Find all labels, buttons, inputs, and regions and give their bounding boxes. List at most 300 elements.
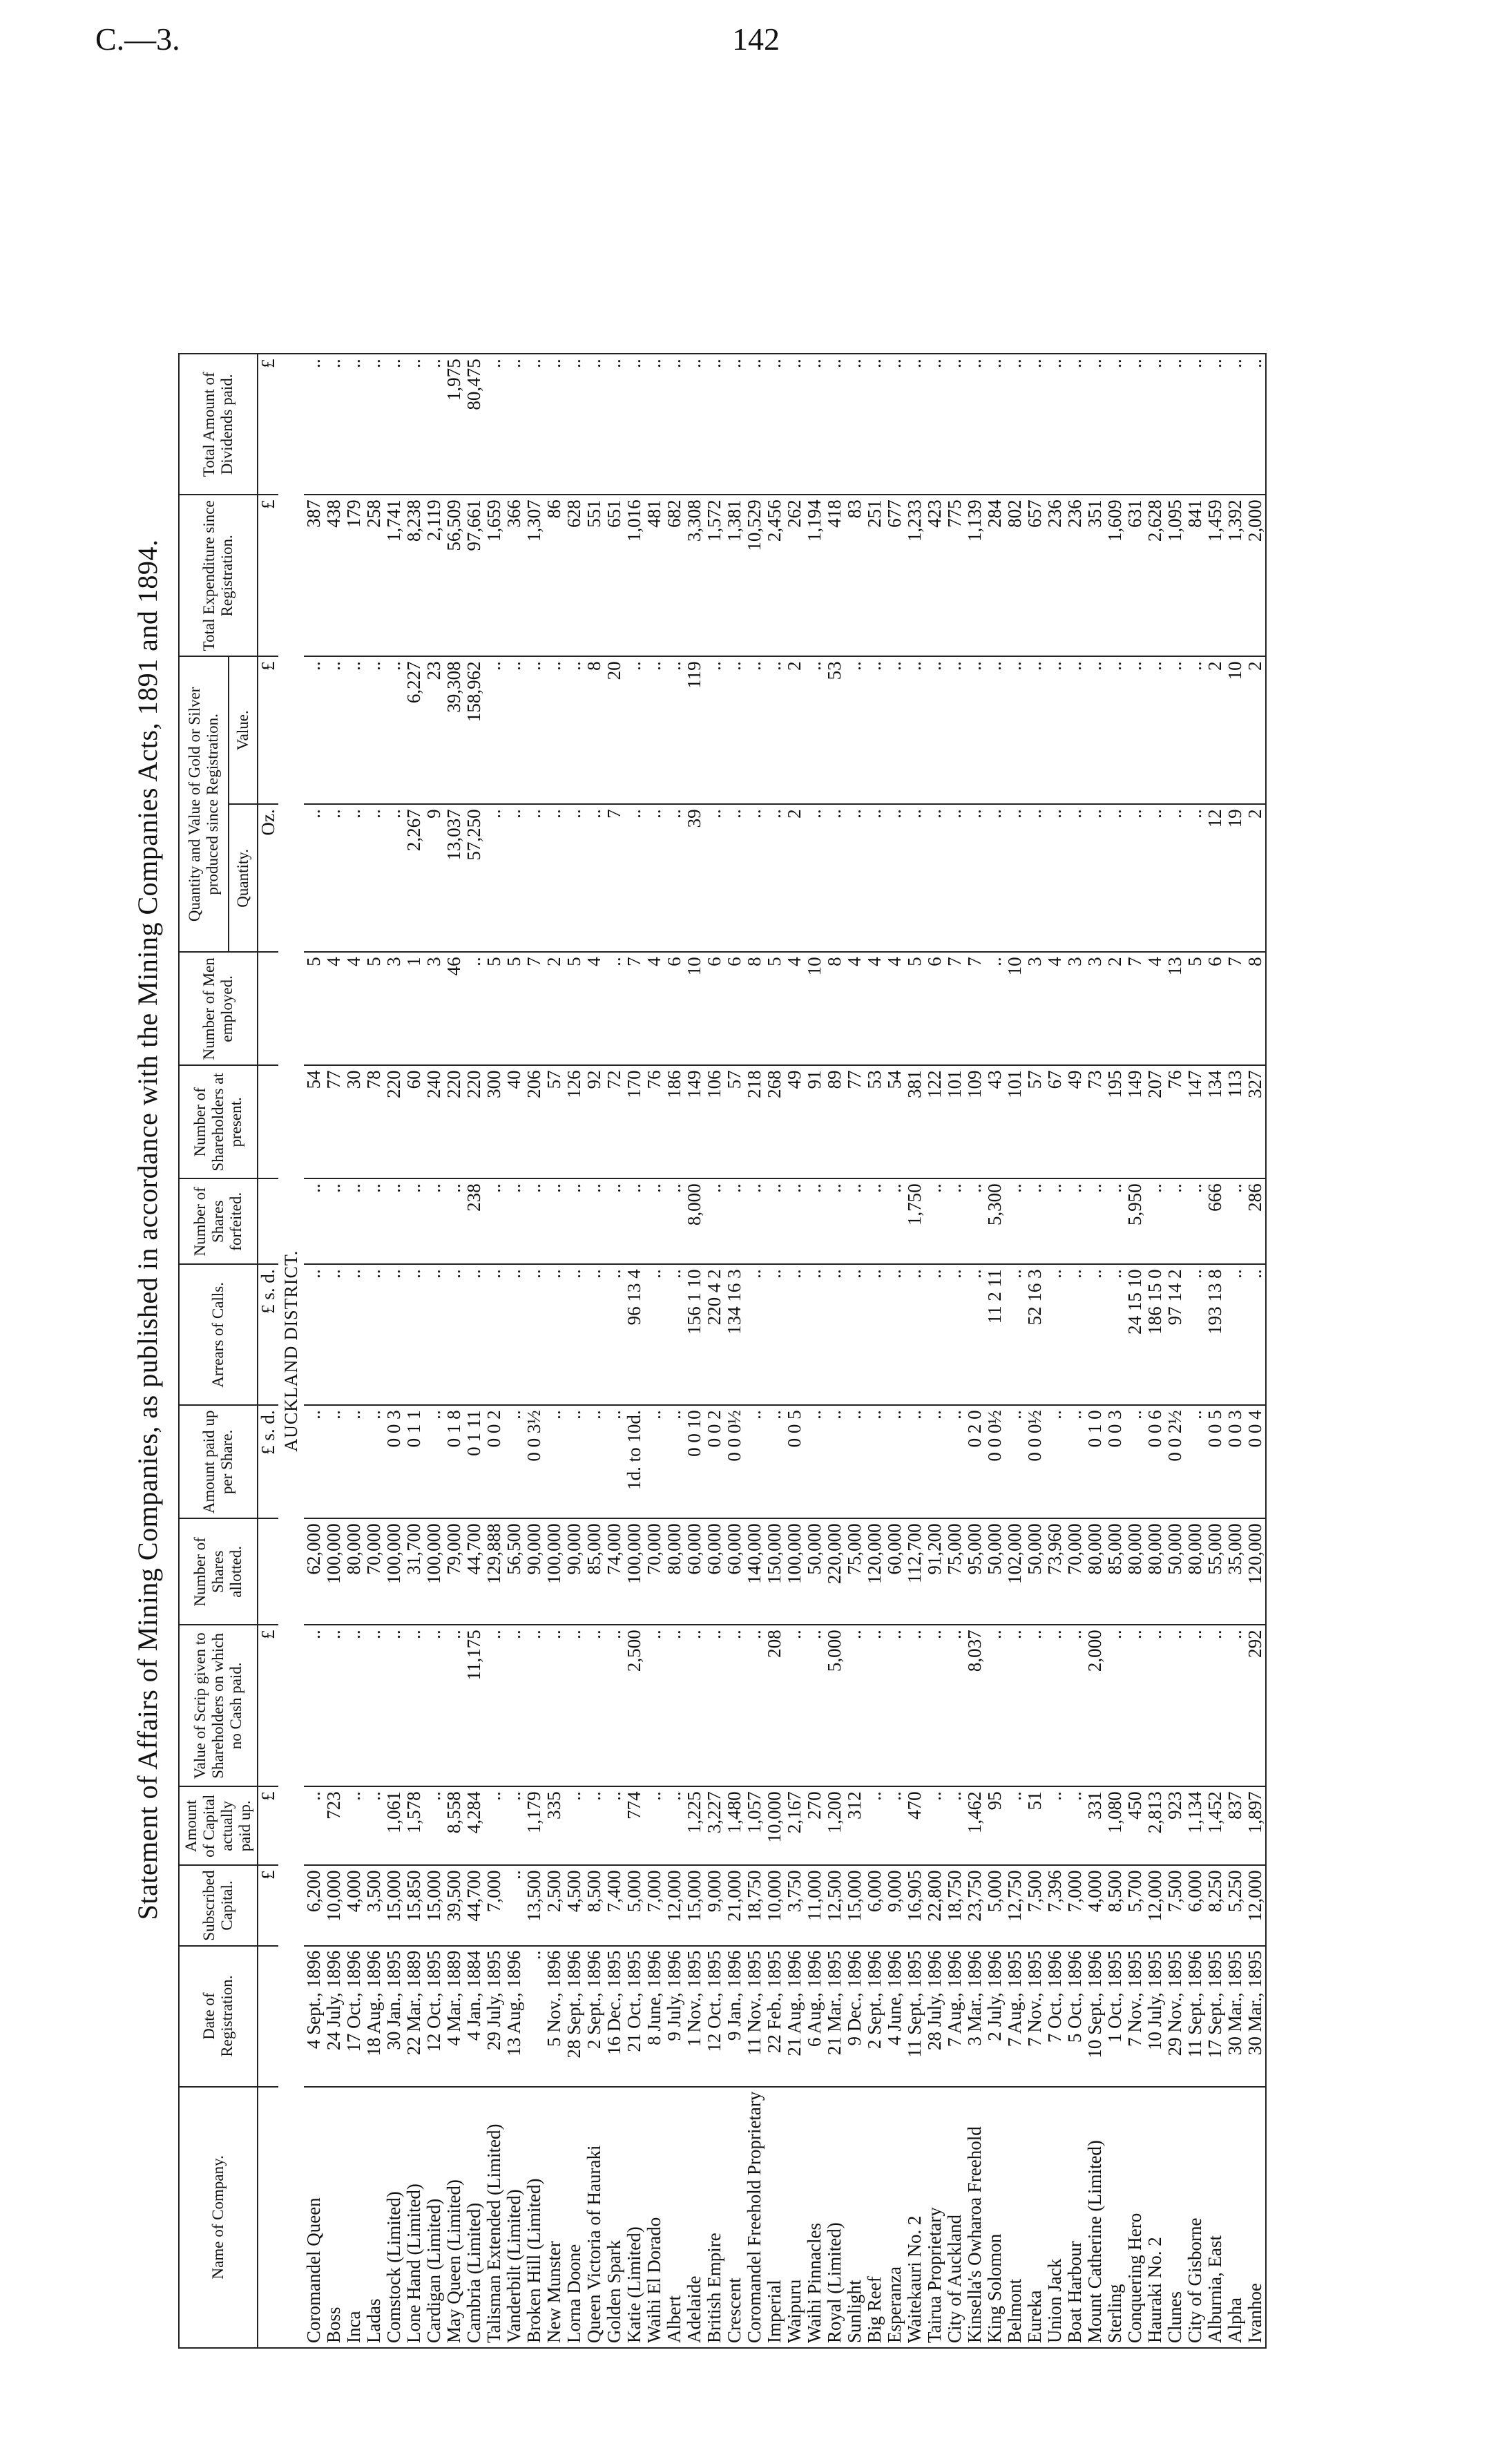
cell-holders: 72 [604,1065,624,1178]
cell-quantity: .. [945,804,965,952]
cell-quantity: .. [1185,804,1205,952]
cell-capital: 6,200 [304,1865,324,1945]
table-row [324,354,344,2348]
cell-date: 8 June, 1896 [644,1946,664,2087]
cell-dividends: .. [404,354,424,495]
cell-quantity: .. [865,804,885,952]
cell-arrears: .. [965,1264,985,1405]
cell-scrip: .. [344,1625,364,1786]
table-head [179,354,258,2348]
cell-quantity: .. [1005,804,1025,952]
cell-men: 4 [1145,952,1165,1065]
cell-forfeited: .. [624,1178,644,1264]
cell-holders: 73 [1085,1065,1105,1178]
cell-paid: 1,225 [684,1786,704,1865]
cell-quantity: .. [825,804,845,952]
cell-paid: 10,000 [765,1786,785,1865]
cell-paid: 723 [324,1786,344,1865]
cell-dividends: .. [1065,354,1085,495]
table-row [504,354,524,2348]
cell-men: 5 [1185,952,1205,1065]
cell-name: Albert [664,2087,684,2348]
cell-value: .. [1185,656,1205,804]
cell-per-share: 0 1 11 [464,1405,484,1518]
table-row [785,354,805,2348]
table-row [1125,354,1145,2348]
cell-men: 4 [865,952,885,1065]
cell-forfeited: .. [785,1178,805,1264]
cell-men: 5 [504,952,524,1065]
cell-holders: 113 [1225,1065,1245,1178]
table-row [364,354,384,2348]
cell-quantity: 7 [604,804,624,952]
cell-capital: 7,396 [1045,1865,1065,1945]
cell-dividends: .. [324,354,344,495]
cell-expenditure: 841 [1185,495,1205,656]
cell-paid: .. [304,1786,324,1865]
cell-arrears: 24 15 10 [1125,1264,1145,1405]
cell-value: .. [304,656,324,804]
cell-capital: 18,750 [744,1865,765,1945]
cell-arrears: .. [424,1264,444,1405]
cell-per-share: .. [604,1405,624,1518]
table-row [965,354,985,2348]
cell-name: Belmont [1005,2087,1025,2348]
cell-shares: 100,000 [785,1518,805,1625]
units-arrears: £ s. d. [258,1264,278,1405]
cell-scrip: .. [404,1625,424,1786]
table-row [604,354,624,2348]
cell-dividends: .. [945,354,965,495]
cell-dividends: .. [985,354,1005,495]
cell-scrip: .. [684,1625,704,1786]
cell-per-share: 0 0 4 [1245,1405,1266,1518]
cell-paid: 4,284 [464,1786,484,1865]
cell-quantity: 9 [424,804,444,952]
cell-scrip: 2,000 [1085,1625,1105,1786]
cell-holders: 220 [444,1065,464,1178]
cell-shares: 56,500 [504,1518,524,1625]
cell-value: .. [965,656,985,804]
units-date [258,1946,278,2087]
cell-date: 9 July, 1896 [664,1946,684,2087]
cell-shares: 50,000 [1165,1518,1185,1625]
cell-date: 28 Sept., 1896 [564,1946,584,2087]
cell-name: Waipuru [785,2087,805,2348]
cell-dividends: .. [905,354,925,495]
cell-dividends: .. [1005,354,1025,495]
cell-paid: .. [484,1786,504,1865]
cell-shares: 73,960 [1045,1518,1065,1625]
cell-capital: 7,500 [1025,1865,1045,1945]
cell-arrears: .. [344,1264,364,1405]
cell-paid: 923 [1165,1786,1185,1865]
cell-expenditure: 1,741 [384,495,404,656]
cell-men: 5 [304,952,324,1065]
table-row [885,354,905,2348]
cell-expenditure: 86 [544,495,564,656]
cell-date: 9 Jan., 1896 [724,1946,744,2087]
cell-men: 3 [1085,952,1105,1065]
cell-name: Comstock (Limited) [384,2087,404,2348]
cell-arrears: .. [1045,1264,1065,1405]
cell-per-share: .. [945,1405,965,1518]
cell-forfeited: .. [364,1178,384,1264]
cell-holders: 122 [925,1065,945,1178]
cell-date: 16 Dec., 1895 [604,1946,624,2087]
cell-per-share: .. [304,1405,324,1518]
cell-forfeited: .. [1045,1178,1065,1264]
cell-value: .. [364,656,384,804]
cell-arrears: .. [324,1264,344,1405]
cell-paid: .. [504,1786,524,1865]
cell-per-share: 0 0 10 [684,1405,704,1518]
cell-scrip: .. [644,1625,664,1786]
cell-capital: 15,850 [404,1865,424,1945]
cell-shares: 70,000 [364,1518,384,1625]
cell-holders: 126 [564,1065,584,1178]
cell-date: 4 Jan., 1884 [464,1946,484,2087]
cell-forfeited: .. [1165,1178,1185,1264]
cell-arrears: .. [825,1264,845,1405]
units-quantity: Oz. [258,804,278,952]
cell-men: .. [604,952,624,1065]
cell-dividends: 1,975 [444,354,464,495]
cell-name: Queen Victoria of Hauraki [584,2087,604,2348]
cell-per-share: 0 0 3 [1105,1405,1125,1518]
cell-value: .. [384,656,404,804]
cell-capital: 10,000 [765,1865,785,1945]
table-row [1225,354,1245,2348]
cell-dividends: .. [825,354,845,495]
cell-shares: 112,700 [905,1518,925,1625]
cell-expenditure: 1,233 [905,495,925,656]
cell-paid: .. [664,1786,684,1865]
cell-name: Conquering Hero [1125,2087,1145,2348]
cell-forfeited: .. [1185,1178,1205,1264]
cell-capital: 12,000 [664,1865,684,1945]
cell-per-share: 0 0 5 [1205,1405,1225,1518]
cell-name: May Queen (Limited) [444,2087,464,2348]
table-row [1205,354,1225,2348]
table-row [805,354,825,2348]
cell-arrears: .. [604,1264,624,1405]
cell-dividends: .. [1245,354,1266,495]
cell-forfeited: .. [544,1178,564,1264]
cell-capital: 15,000 [384,1865,404,1945]
cell-quantity: 19 [1225,804,1245,952]
cell-capital: 2,500 [544,1865,564,1945]
cell-per-share: 0 0 3 [1225,1405,1245,1518]
cell-expenditure: 677 [885,495,905,656]
cell-quantity: .. [985,804,1005,952]
cell-name: Alpha [1225,2087,1245,2348]
cell-expenditure: 418 [825,495,845,656]
table-row [1025,354,1045,2348]
cell-forfeited: .. [704,1178,724,1264]
cell-forfeited: .. [524,1178,544,1264]
cell-scrip: .. [945,1625,965,1786]
cell-scrip: .. [724,1625,744,1786]
cell-date: 30 Jan., 1895 [384,1946,404,2087]
cell-value: 39,308 [444,656,464,804]
cell-value: .. [564,656,584,804]
cell-holders: 220 [464,1065,484,1178]
cell-shares: 85,000 [584,1518,604,1625]
cell-value: .. [724,656,744,804]
cell-date: 5 Nov., 1896 [544,1946,564,2087]
units-row [258,354,278,2348]
cell-forfeited: .. [1225,1178,1245,1264]
cell-paid: 270 [805,1786,825,1865]
cell-men: 4 [885,952,905,1065]
cell-per-share: .. [504,1405,524,1518]
cell-value: .. [885,656,905,804]
cell-arrears: .. [865,1264,885,1405]
cell-capital: 12,500 [825,1865,845,1945]
cell-expenditure: 2,000 [1245,495,1266,656]
cell-shares: 75,000 [845,1518,865,1625]
col-dividends: Total Amount of Dividends paid. [179,354,258,495]
cell-capital: 7,500 [1165,1865,1185,1945]
cell-dividends: .. [344,354,364,495]
cell-men: 10 [684,952,704,1065]
district-heading: AUCKLAND DISTRICT. [278,354,304,2348]
cell-expenditure: 1,139 [965,495,985,656]
cell-expenditure: 1,392 [1225,495,1245,656]
cell-expenditure: 481 [644,495,664,656]
cell-value: .. [1045,656,1065,804]
cell-shares: 150,000 [765,1518,785,1625]
cell-holders: 49 [785,1065,805,1178]
cell-scrip: 5,000 [825,1625,845,1786]
cell-capital: 7,000 [484,1865,504,1945]
cell-value: 23 [424,656,444,804]
cell-value: .. [644,656,664,804]
cell-per-share: 0 0 2 [484,1405,504,1518]
cell-shares: 120,000 [865,1518,885,1625]
cell-value: .. [945,656,965,804]
cell-expenditure: 284 [985,495,1005,656]
cell-holders: 106 [704,1065,724,1178]
cell-date: 1 Nov., 1895 [684,1946,704,2087]
cell-shares: 80,000 [1085,1518,1105,1625]
cell-name: Tairua Proprietary [925,2087,945,2348]
cell-quantity: .. [724,804,744,952]
units-holders [258,1065,278,1178]
cell-date: 4 June, 1896 [885,1946,905,2087]
cell-per-share: .. [1125,1405,1145,1518]
cell-forfeited: 286 [1245,1178,1266,1264]
cell-quantity: .. [1105,804,1125,952]
cell-arrears: .. [564,1264,584,1405]
cell-quantity: .. [364,804,384,952]
cell-scrip: .. [384,1625,404,1786]
cell-expenditure: 179 [344,495,364,656]
cell-name: Waihi Pinnacles [805,2087,825,2348]
cell-value: .. [1105,656,1125,804]
cell-arrears: .. [1185,1264,1205,1405]
cell-expenditure: 1,572 [704,495,724,656]
cell-men: 46 [444,952,464,1065]
cell-men: 4 [785,952,805,1065]
units-scrip: £ [258,1625,278,1786]
table-row [905,354,925,2348]
cell-shares: 129,888 [484,1518,504,1625]
cell-expenditure: 351 [1085,495,1105,656]
table-row [704,354,724,2348]
cell-paid: .. [584,1786,604,1865]
cell-date: 7 Nov., 1895 [1125,1946,1145,2087]
cell-arrears: .. [905,1264,925,1405]
cell-expenditure: 1,381 [724,495,744,656]
cell-dividends: .. [925,354,945,495]
cell-scrip: .. [865,1625,885,1786]
cell-paid: .. [865,1786,885,1865]
cell-dividends: .. [684,354,704,495]
cell-expenditure: 1,659 [484,495,504,656]
cell-name: Boat Harbour [1065,2087,1085,2348]
cell-holders: 89 [825,1065,845,1178]
units-name [258,2087,278,2348]
cell-paid: 450 [1125,1786,1145,1865]
cell-quantity: .. [504,804,524,952]
cell-date: 7 Oct., 1896 [1045,1946,1065,2087]
cell-capital: 7,000 [1065,1865,1085,1945]
cell-value: 2 [785,656,805,804]
cell-arrears: .. [584,1264,604,1405]
table-row [344,354,364,2348]
cell-men: 3 [1025,952,1045,1065]
cell-holders: 195 [1105,1065,1125,1178]
cell-expenditure: 1,095 [1165,495,1185,656]
cell-scrip: .. [1045,1625,1065,1786]
cell-men: 13 [1165,952,1185,1065]
cell-scrip: .. [1105,1625,1125,1786]
cell-forfeited: .. [724,1178,744,1264]
cell-date: 29 July, 1895 [484,1946,504,2087]
cell-per-share: .. [564,1405,584,1518]
cell-forfeited: .. [1085,1178,1105,1264]
cell-per-share: .. [364,1405,384,1518]
cell-paid: 774 [624,1786,644,1865]
cell-arrears: .. [1105,1264,1125,1405]
cell-capital: 23,750 [965,1865,985,1945]
cell-name: Talisman Extended (Limited) [484,2087,504,2348]
cell-men: 7 [1125,952,1145,1065]
cell-arrears: .. [1065,1264,1085,1405]
cell-shares: 50,000 [1025,1518,1045,1625]
cell-scrip: .. [664,1625,684,1786]
cell-scrip: .. [1185,1625,1205,1786]
cell-date: 2 Sept., 1896 [584,1946,604,2087]
cell-value: 20 [604,656,624,804]
cell-forfeited: .. [1105,1178,1125,1264]
cell-date: 29 Nov., 1895 [1165,1946,1185,2087]
cell-value: .. [324,656,344,804]
cell-paid: 2,167 [785,1786,805,1865]
cell-paid: 331 [1085,1786,1105,1865]
cell-name: Alburnia, East [1205,2087,1225,2348]
cell-forfeited: .. [925,1178,945,1264]
cell-scrip: .. [1025,1625,1045,1786]
cell-quantity: 13,037 [444,804,464,952]
cell-dividends: .. [604,354,624,495]
cell-dividends: .. [1125,354,1145,495]
cell-scrip: .. [1145,1625,1165,1786]
table-row [524,354,544,2348]
cell-scrip: .. [1165,1625,1185,1786]
cell-value: 10 [1225,656,1245,804]
cell-name: Clunes [1165,2087,1185,2348]
cell-capital: 11,000 [805,1865,825,1945]
col-date: Date of Registration. [179,1946,258,2087]
cell-scrip: .. [1065,1625,1085,1786]
cell-expenditure: 1,016 [624,495,644,656]
cell-holders: 54 [304,1065,324,1178]
cell-forfeited: .. [1145,1178,1165,1264]
cell-scrip: .. [364,1625,384,1786]
cell-arrears: .. [925,1264,945,1405]
cell-capital: 9,000 [885,1865,905,1945]
col-arrears: Arrears of Calls. [179,1264,258,1405]
table-row [825,354,845,2348]
cell-dividends: .. [845,354,865,495]
cell-name: New Munster [544,2087,564,2348]
cell-per-share: .. [865,1405,885,1518]
cell-arrears: 134 16 3 [724,1264,744,1405]
cell-expenditure: 423 [925,495,945,656]
cell-dividends: .. [1025,354,1045,495]
cell-forfeited: 5,300 [985,1178,1005,1264]
cell-men: 5 [364,952,384,1065]
cell-arrears: .. [664,1264,684,1405]
cell-holders: 206 [524,1065,544,1178]
cell-shares: 90,000 [564,1518,584,1625]
cell-capital: 39,500 [444,1865,464,1945]
col-expenditure: Total Expenditure since Registration. [179,495,258,656]
cell-date: 3 Mar., 1896 [965,1946,985,2087]
cell-scrip: .. [304,1625,324,1786]
cell-paid: 1,480 [724,1786,744,1865]
cell-value: .. [544,656,564,804]
table-row [384,354,404,2348]
table-row [945,354,965,2348]
cell-date: 22 Mar., 1889 [404,1946,424,2087]
cell-arrears: .. [504,1264,524,1405]
cell-per-share: 0 0 6 [1145,1405,1165,1518]
cell-dividends: .. [424,354,444,495]
cell-shares: 100,000 [544,1518,564,1625]
cell-quantity: .. [925,804,945,952]
cell-holders: 57 [544,1065,564,1178]
cell-value: .. [765,656,785,804]
cell-name: Waitekauri No. 2 [905,2087,925,2348]
cell-expenditure: 682 [664,495,684,656]
cell-value: .. [504,656,524,804]
page-number: 142 [732,21,780,57]
cell-shares: 60,000 [885,1518,905,1625]
cell-expenditure: 657 [1025,495,1045,656]
cell-capital: 9,000 [704,1865,724,1945]
cell-holders: 170 [624,1065,644,1178]
cell-value: 158,962 [464,656,484,804]
cell-name: Broken Hill (Limited) [524,2087,544,2348]
cell-arrears: .. [1005,1264,1025,1405]
table-row [985,354,1005,2348]
cell-holders: 220 [384,1065,404,1178]
cell-name: King Solomon [985,2087,1005,2348]
